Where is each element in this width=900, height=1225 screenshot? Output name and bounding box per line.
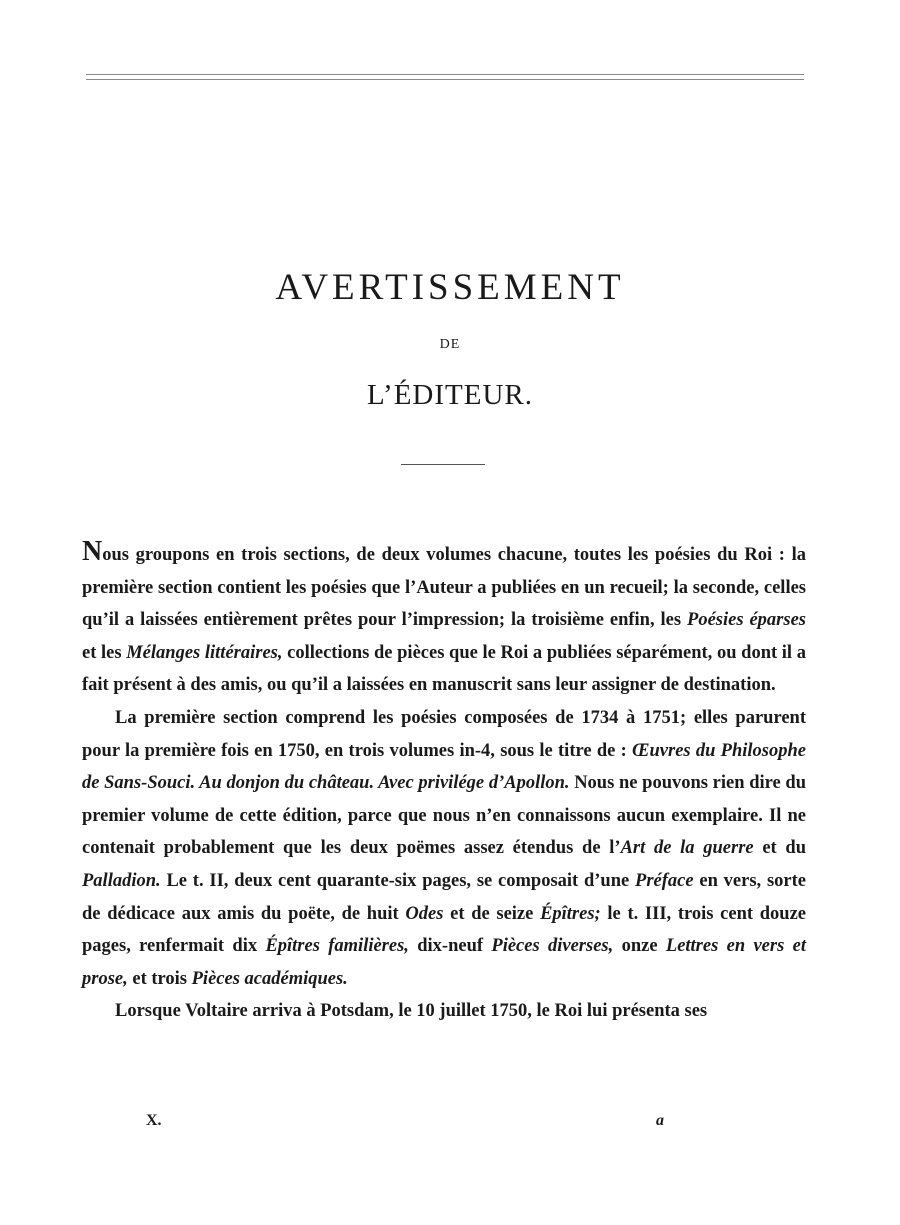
italic-title: Mélanges littéraires, [126, 642, 283, 663]
title-divider [401, 464, 485, 465]
italic-title: Palladion. [82, 870, 161, 891]
text-span: en vers, sorte de dédicace aux amis du poëte, de huit [82, 870, 807, 924]
text-span: et du [753, 838, 806, 859]
italic-title: Œuvres du Philosophe de Sans-Souci. Au donjon du château. Avec privilége d’Apollon. [82, 740, 806, 794]
text-span: dix-neuf [408, 936, 492, 957]
text-span: Le t. II, deux cent quarante-six pages, se composait d’une [160, 870, 636, 891]
text-span: Lorsque Voltaire arriva à Potsdam, le 10 juillet 1750, le Roi lui présenta ses [115, 1001, 708, 1022]
text-span: onze [613, 936, 666, 957]
text-span: collections de pièces que le Roi a publiées séparément, ou dont il a fait présent à des amis, ou qu’il a laissées en manuscrit sans leur assigner de destination. [82, 642, 806, 696]
italic-title: Art de la guerre [620, 838, 754, 859]
text-span: Nous ne pouvons rien dire du premier volume de cette édition, parce que nous n’en connaissons aucun exemplaire. Il ne contenait probablement que les deux poëmes assez étendus de l’ [82, 773, 806, 859]
italic-title: Épîtres familières, [265, 936, 409, 957]
signature-mark: a [656, 1112, 664, 1129]
top-double-rule [86, 74, 804, 80]
italic-title: Poésies éparses [687, 610, 806, 631]
paragraph-3 [82, 995, 806, 1028]
drop-cap: N [82, 536, 103, 567]
page-title: AVERTISSEMENT [275, 267, 625, 308]
page-subtitle: L’ÉDITEUR. [367, 379, 533, 411]
text-span: ous groupons en trois sections, de deux volumes chacune, toutes les poésies du Roi : la première section contient les poésies que l’Auteur a publiées en un recueil; la seconde, celles qu’il a laissées entièrement prêtes pour l’impression; la troisième enfin, les [82, 545, 806, 631]
italic-title: Épîtres; [540, 903, 601, 924]
text-span: et les [82, 642, 127, 663]
italic-title: Lettres en vers et prose, [82, 936, 806, 989]
text-span: et trois [127, 968, 192, 989]
italic-title: Odes [405, 903, 444, 924]
body-text [82, 536, 806, 1028]
title-block [0, 266, 900, 412]
text-span: La première section comprend les poésies composées de 1734 à 1751; elles parurent pour la première fois en 1750, en trois volumes in-4, sous le titre de : [82, 707, 806, 761]
italic-title: Pièces diverses, [491, 936, 614, 957]
paragraph-1 [82, 536, 806, 702]
text-span: et de seize [443, 903, 541, 924]
text-span: le t. III, trois cent douze pages, renfermait dix [82, 903, 806, 957]
paragraph-2 [82, 702, 806, 995]
volume-number: X. [146, 1112, 162, 1129]
italic-title: Préface [635, 870, 694, 891]
italic-title: Pièces académiques. [191, 968, 348, 989]
title-connector: DE [439, 337, 461, 352]
